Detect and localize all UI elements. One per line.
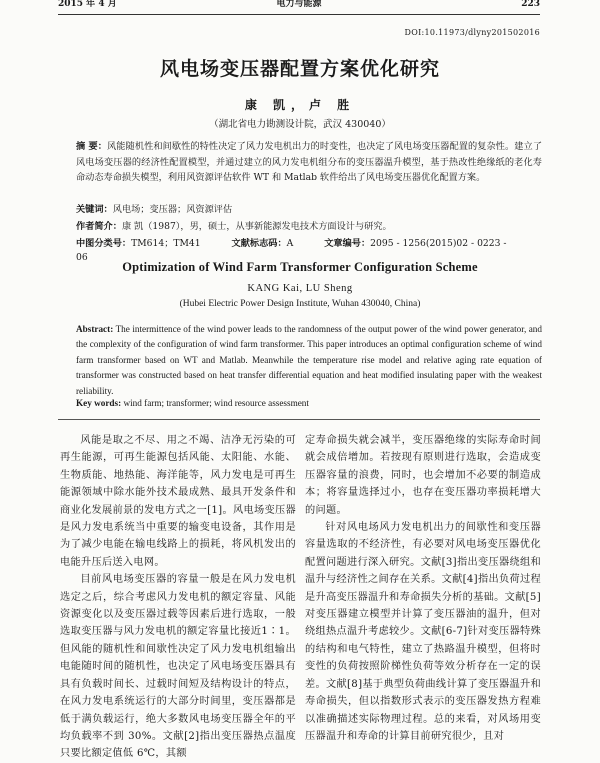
article-number: 文章编号：2095 - 1256(2015)02 - 0223 - 06 <box>76 238 507 263</box>
authors-cn: 康 凯，卢 胜 <box>244 98 356 112</box>
author-bio-label: 作者简介： <box>76 221 122 232</box>
body-paragraph: 目前风电场变压器的容量一般是在风力发电机选定之后，综合考虑风力发电机的额定容量、风能资源变化以及变压器过载等因素后进行选取，一般选取变压器与风力发电机的额定容量比接近1∶1。但风能的随机性和间歇性决定了风力发电机组输出电能随时间的随机性，也决定了风电场变压器具有具有负载时间长、过载时间短及结构设计的特点，在风力发电系统运行的大部分时间里，变压器都是低于满负载运行，绝大多数风电场变压器全年的平均负载率不到 30%。文献[2]指出变压器热点温度只要比额定值低 6℃，其额 <box>60 574 296 760</box>
abstract-en <box>76 322 542 399</box>
keywords-en-text: wind farm; transformer; wind resource assessment <box>123 398 309 408</box>
doi: DOI:10.11973/dlyny201502016 <box>404 28 540 37</box>
keywords-cn-text: 风电场；变压器；风资源评估 <box>112 204 233 215</box>
doc-code: 文献标志码：A <box>231 238 294 249</box>
clc: 中图分类号：TM614；TM41 <box>76 238 201 249</box>
affiliation-en: (Hubei Electric Power Design Institute, Wuhan 430040, China) <box>179 299 421 309</box>
keywords-en <box>76 398 542 408</box>
abstract-cn-text: 风能随机性和间歇性的特性决定了风力发电机出力的时变性，也决定了风电场变压器配置的复杂性。建立了风电场变压器的经济性配置模型，并通过建立的风力发电机组分布的变压器温升模型，基于热改性绝缘纸的老化寿命动态寿命损失模型，利用风资源评估软件 WT 和 Matlab 软件给出了风电场变压器优化配置方案。 <box>76 141 543 184</box>
affiliation-cn: （湖北省电力勘测设计院，武汉 430040） <box>209 119 391 130</box>
abstract-en-text: The intermittence of the wind power leads to the randomness of the output power of the wind power generator, and the complexity of the configuration of wind farm transformer. This paper introduces an optimal configuration scheme of wind farm transformer based on WT and Matlab. Meanwhile the temperature rise model and relative aging rate equation of transformer was constructed based on heat transfer differential equation and heat modified insulating paper with the weakest reliability. <box>76 324 542 396</box>
paper-title-en: Optimization of Wind Farm Transformer Configuration Scheme <box>122 260 478 274</box>
author-bio-text: 康 凯（1987），男，硕士，从事新能源发电技术方面设计与研究。 <box>121 221 392 232</box>
header-date: 2015 年 4 月 <box>58 0 117 9</box>
abstract-en-label: Abstract: <box>76 324 114 334</box>
abstract-cn <box>76 139 542 186</box>
running-header <box>58 0 540 15</box>
header-page-number: 223 <box>521 0 540 9</box>
keywords-cn <box>76 203 542 217</box>
authors-en: KANG Kai, LU Sheng <box>247 283 353 294</box>
keywords-cn-label: 关键词： <box>76 204 113 215</box>
body-column-left <box>60 432 296 760</box>
author-bio <box>76 220 542 234</box>
header-journal: 电力与能源 <box>276 0 322 9</box>
body-paragraph: 定寿命损失就会减半，变压器绝缘的实际寿命时间就会成倍增加。若按现有原则进行选取，会造成变压器容量的浪费，同时，也会增加不必要的制造成本；将容量选择过小，也存在变压器功率损耗增大的问题。 <box>305 435 541 516</box>
body-paragraph: 针对风电场风力发电机出力的间歇性和变压器容量选取的不经济性，有必要对风电场变压器优化配置问题进行深入研究。文献[3]指出变压器绕组和温升与经济性之间存在关系。文献[4]指出负荷过程是升高变压器温升和寿命损失分析的基础。文献[5]对变压器建立模型并计算了变压器油的温升，但对绕组热点温升考虑较少。文献[6-7]针对变压器特殊的结构和电气特性，建立了热路温升模型，但将时变性的负荷按照阶梯性负荷等效分析存在一定的误差。文献[8]基于典型负荷曲线计算了变压器温升和寿命损失，但以指数形式表示的变压器发热方程难以准确描述实际物理过程。总的来看，对风场用变压器温升和寿命的计算目前研究很少，且对 <box>305 522 541 742</box>
section-divider <box>58 419 540 420</box>
paper-title-cn: 风电场变压器配置方案优化研究 <box>159 58 440 80</box>
abstract-cn-label: 摘 要： <box>76 141 108 152</box>
body-paragraph: 风能是取之不尽、用之不竭、洁净无污染的可再生能源，可再生能源包括风能、太阳能、水能、生物质能、地热能、海洋能等，风力发电是可再生能源领域中除水能外技术最成熟、最具开发条件和商业化发展前景的发电方式之一[1]。风电场变压器是风力发电系统当中重要的输变电设备，其作用是为了减少电能在输电线路上的损耗，将风机发出的电能升压后送入电网。 <box>60 435 296 568</box>
body-column-right <box>305 432 541 742</box>
keywords-en-label: Key words: <box>76 398 122 408</box>
